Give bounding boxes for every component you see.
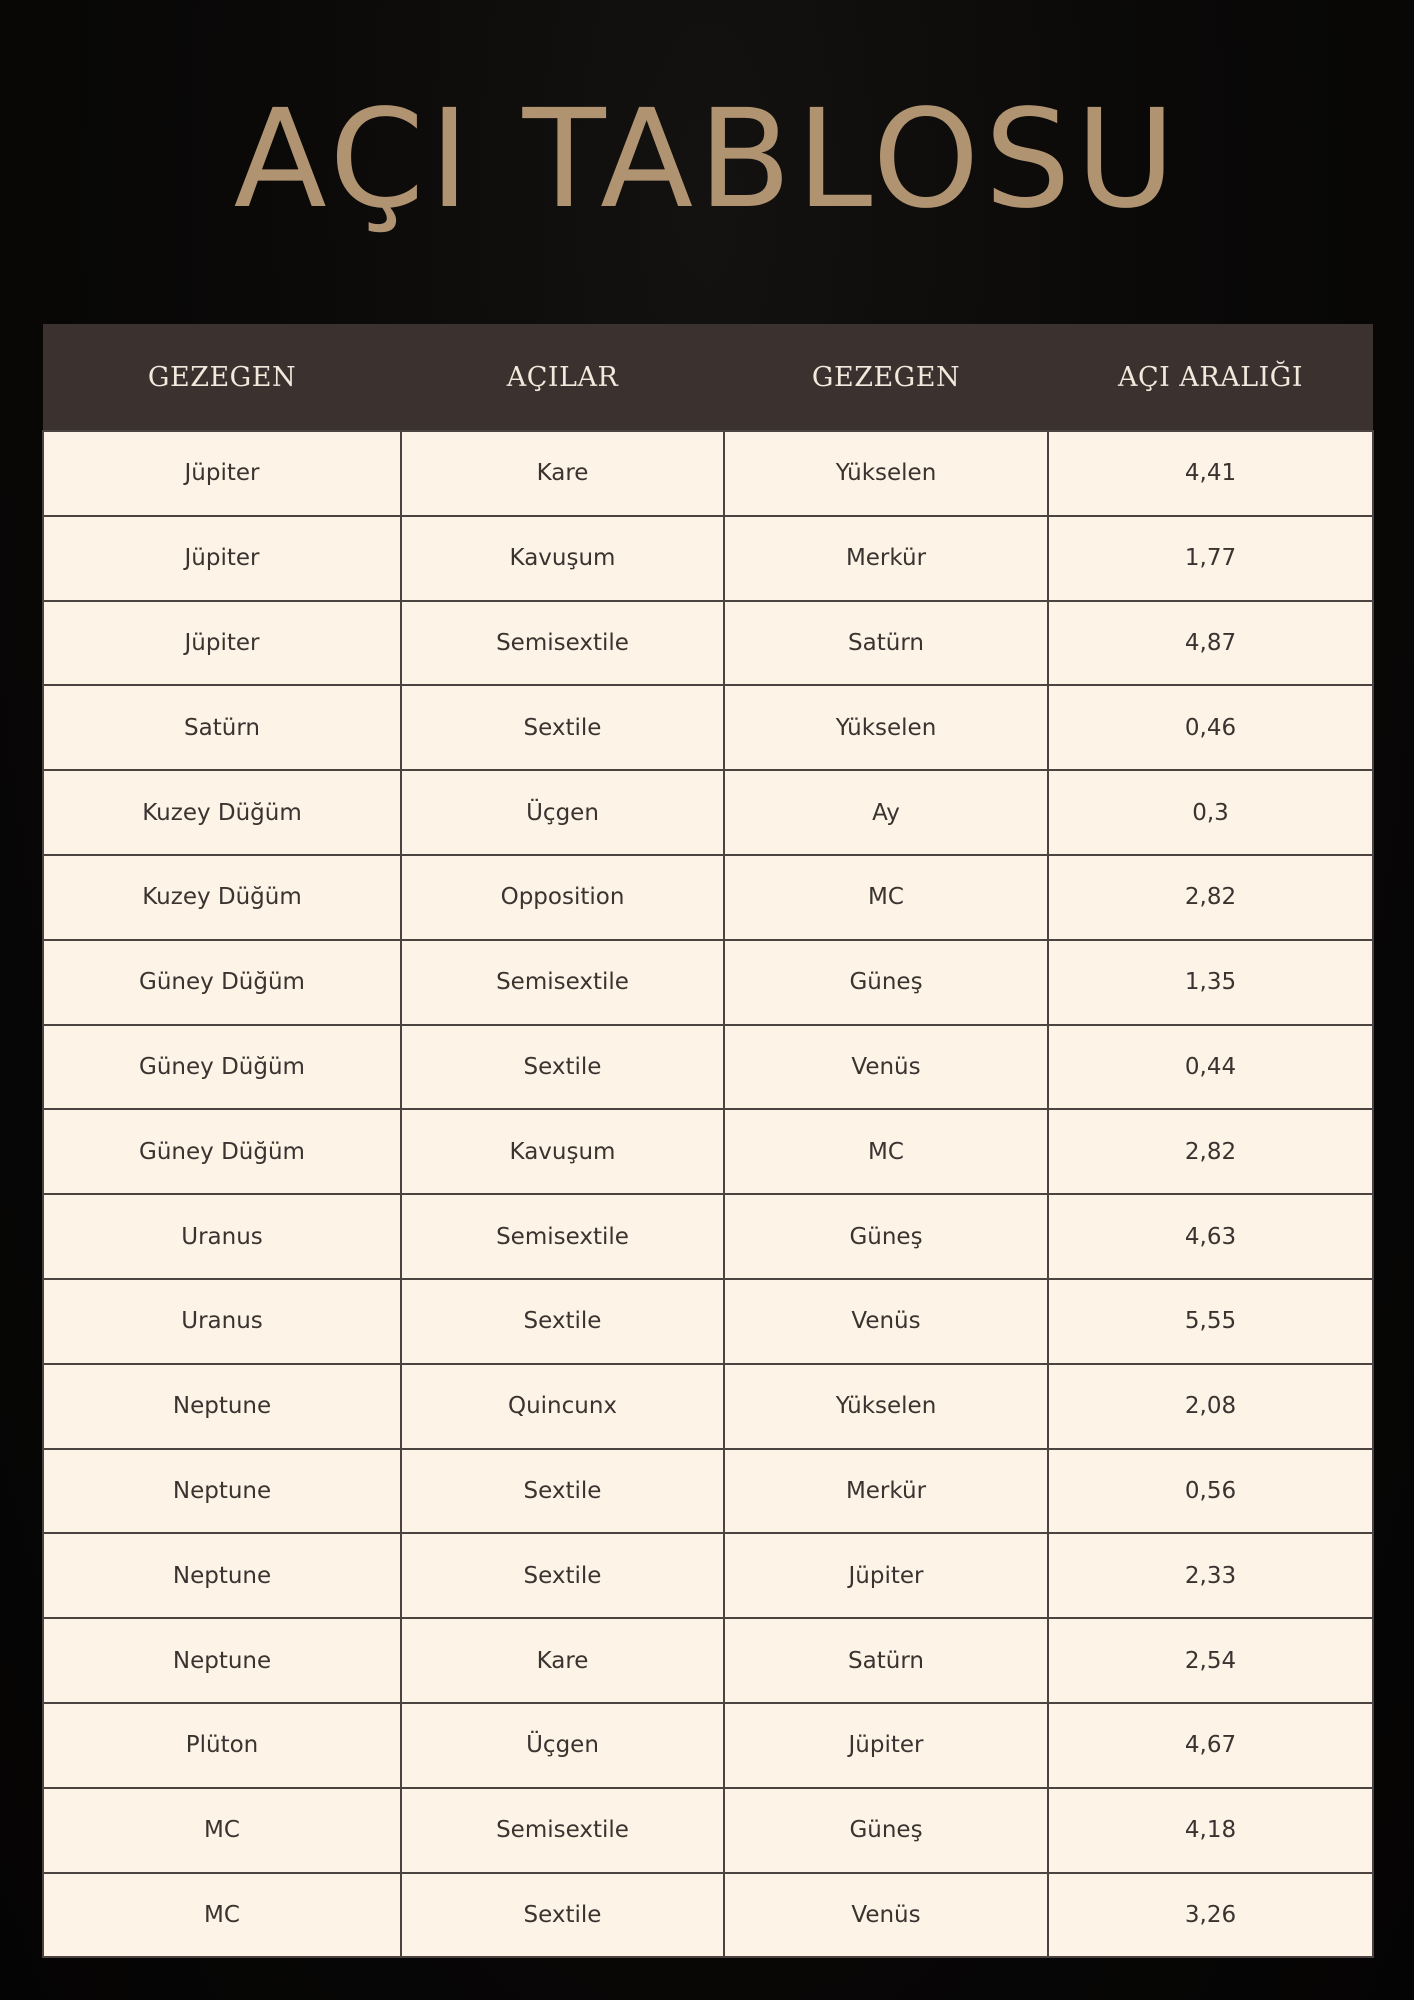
cell-planet-2: MC: [724, 1109, 1048, 1194]
cell-planet-2: Güneş: [724, 940, 1048, 1025]
cell-planet-1: Neptune: [43, 1364, 401, 1449]
table-header: [43, 324, 1373, 431]
cell-planet-1: Jüpiter: [43, 431, 401, 516]
table-row: [43, 940, 1373, 1025]
cell-planet-2: Merkür: [724, 516, 1048, 601]
cell-planet-2: Yükselen: [724, 431, 1048, 516]
header-planet-1: GEZEGEN: [43, 324, 401, 431]
cell-orb: 2,33: [1048, 1533, 1373, 1618]
cell-planet-2: Yükselen: [724, 685, 1048, 770]
aspect-table-container: [42, 324, 1372, 1958]
cell-planet-2: Satürn: [724, 1618, 1048, 1703]
table-row: [43, 1703, 1373, 1788]
cell-aspect: Sextile: [401, 685, 724, 770]
table-row: [43, 1873, 1373, 1958]
cell-orb: 4,41: [1048, 431, 1373, 516]
cell-planet-2: MC: [724, 855, 1048, 940]
cell-orb: 4,67: [1048, 1703, 1373, 1788]
cell-planet-1: Neptune: [43, 1618, 401, 1703]
cell-aspect: Sextile: [401, 1533, 724, 1618]
cell-planet-1: Jüpiter: [43, 516, 401, 601]
cell-orb: 3,26: [1048, 1873, 1373, 1958]
aspect-table: [42, 324, 1374, 1958]
cell-orb: 2,54: [1048, 1618, 1373, 1703]
cell-planet-1: Güney Düğüm: [43, 1025, 401, 1110]
cell-orb: 1,35: [1048, 940, 1373, 1025]
table-row: [43, 1788, 1373, 1873]
table-row: [43, 770, 1373, 855]
cell-planet-2: Jüpiter: [724, 1703, 1048, 1788]
header-orb: AÇI ARALIĞI: [1048, 324, 1373, 431]
cell-planet-2: Güneş: [724, 1788, 1048, 1873]
cell-aspect: Semisextile: [401, 1194, 724, 1279]
cell-orb: 0,56: [1048, 1449, 1373, 1534]
cell-planet-1: Güney Düğüm: [43, 940, 401, 1025]
cell-aspect: Kare: [401, 1618, 724, 1703]
cell-planet-1: MC: [43, 1873, 401, 1958]
cell-planet-1: Neptune: [43, 1449, 401, 1534]
cell-aspect: Kare: [401, 431, 724, 516]
cell-planet-1: Satürn: [43, 685, 401, 770]
cell-aspect: Sextile: [401, 1873, 724, 1958]
cell-orb: 1,77: [1048, 516, 1373, 601]
cell-aspect: Kavuşum: [401, 516, 724, 601]
header-aspects: AÇILAR: [401, 324, 724, 431]
cell-planet-2: Venüs: [724, 1025, 1048, 1110]
table-row: [43, 685, 1373, 770]
table-row: [43, 516, 1373, 601]
table-row: [43, 1364, 1373, 1449]
cell-aspect: Opposition: [401, 855, 724, 940]
cell-planet-2: Jüpiter: [724, 1533, 1048, 1618]
header-planet-2: GEZEGEN: [724, 324, 1048, 431]
cell-aspect: Semisextile: [401, 1788, 724, 1873]
cell-aspect: Sextile: [401, 1025, 724, 1110]
cell-planet-2: Venüs: [724, 1873, 1048, 1958]
cell-aspect: Kavuşum: [401, 1109, 724, 1194]
cell-orb: 4,18: [1048, 1788, 1373, 1873]
page-title: AÇI TABLOSU: [233, 81, 1181, 239]
cell-orb: 4,87: [1048, 601, 1373, 686]
cell-planet-1: Jüpiter: [43, 601, 401, 686]
cell-orb: 2,82: [1048, 1109, 1373, 1194]
cell-aspect: Üçgen: [401, 770, 724, 855]
cell-aspect: Sextile: [401, 1279, 724, 1364]
cell-aspect: Semisextile: [401, 601, 724, 686]
table-row: [43, 431, 1373, 516]
table-row: [43, 601, 1373, 686]
header-row: [43, 324, 1373, 431]
cell-aspect: Quincunx: [401, 1364, 724, 1449]
cell-planet-2: Ay: [724, 770, 1048, 855]
table-row: [43, 1025, 1373, 1110]
table-row: [43, 1618, 1373, 1703]
cell-planet-2: Güneş: [724, 1194, 1048, 1279]
cell-planet-1: Neptune: [43, 1533, 401, 1618]
cell-planet-2: Satürn: [724, 601, 1048, 686]
table-row: [43, 1449, 1373, 1534]
table-body: [43, 431, 1373, 1957]
table-row: [43, 1533, 1373, 1618]
cell-planet-2: Yükselen: [724, 1364, 1048, 1449]
cell-orb: 0,46: [1048, 685, 1373, 770]
cell-orb: 2,08: [1048, 1364, 1373, 1449]
cell-orb: 2,82: [1048, 855, 1373, 940]
cell-aspect: Semisextile: [401, 940, 724, 1025]
cell-planet-1: Uranus: [43, 1194, 401, 1279]
cell-planet-1: MC: [43, 1788, 401, 1873]
cell-orb: 0,3: [1048, 770, 1373, 855]
cell-planet-1: Uranus: [43, 1279, 401, 1364]
cell-planet-1: Güney Düğüm: [43, 1109, 401, 1194]
cell-orb: 4,63: [1048, 1194, 1373, 1279]
table-row: [43, 1109, 1373, 1194]
table-row: [43, 1194, 1373, 1279]
cell-aspect: Üçgen: [401, 1703, 724, 1788]
cell-planet-1: Plüton: [43, 1703, 401, 1788]
cell-planet-2: Merkür: [724, 1449, 1048, 1534]
cell-planet-2: Venüs: [724, 1279, 1048, 1364]
cell-planet-1: Kuzey Düğüm: [43, 855, 401, 940]
cell-orb: 0,44: [1048, 1025, 1373, 1110]
cell-orb: 5,55: [1048, 1279, 1373, 1364]
cell-planet-1: Kuzey Düğüm: [43, 770, 401, 855]
table-row: [43, 855, 1373, 940]
cell-aspect: Sextile: [401, 1449, 724, 1534]
table-row: [43, 1279, 1373, 1364]
